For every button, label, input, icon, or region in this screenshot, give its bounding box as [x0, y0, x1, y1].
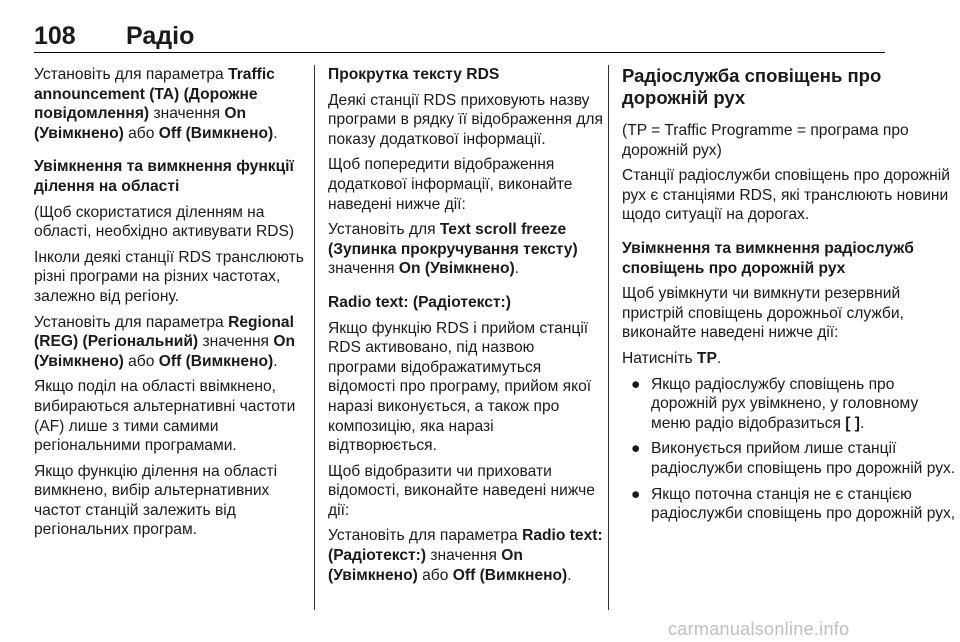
regional-on-paragraph: Якщо поділ на області ввімкнено, вибираються альтернативні частоти (AF) лише з тими самими регіональними програмами. [34, 378, 296, 455]
ta-paragraph: Установіть для параметра Traffic announcement (TA) (Дорожне повідомлення) значення On (Увімкнено) або Off (Вимкнено). [34, 66, 278, 142]
column-middle [328, 65, 606, 591]
scroll-freeze-paragraph: Установіть для Text scroll freeze (Зупинка прокручування тексту) значення On (Увімкнено). [328, 221, 578, 278]
regional-setting-name: Regional (REG) (Регіональний) [34, 313, 294, 351]
regional-setting-paragraph: Установіть для параметра Regional (REG) (Регіональний) значення On (Увімкнено) або Off (Вимкнено). [34, 313, 295, 370]
column-left [34, 65, 312, 546]
radio-text-intro: Якщо функцію RDS і прийом станції RDS активовано, під назвою програми відображатимуться відомості про програму, прийом якої наразі виконується, а також про композицію, яка наразі відтворюється. [328, 319, 592, 455]
tp-bullet-list [622, 375, 956, 524]
tp-toggle-heading: Увімкнення та вимкнення радіослужб сповіщень про дорожній рух [622, 239, 914, 277]
off-value: Off (Вимкнено) [158, 124, 274, 142]
regional-off-paragraph: Якщо функцію ділення на області вимкнено, вибір альтернативних частот станцій залежить від регіональних програм. [34, 462, 278, 539]
bullet-icon: ● [631, 485, 641, 503]
page-header [34, 22, 884, 52]
column-divider-1 [314, 65, 315, 610]
radio-text-instruction: Щоб відобразити чи приховати відомості, виконайте наведені нижче дії: [328, 462, 595, 519]
bullet-icon: ● [631, 375, 641, 393]
tp-indicator: [ ] [845, 414, 860, 432]
on-value: On (Увімкнено) [34, 333, 295, 370]
off-value: Off (Вимкнено) [452, 566, 568, 584]
regionalization-note: (Щоб скористатися діленням на області, необхідно активувати RDS) [34, 203, 295, 241]
page-title: Радіо [126, 22, 195, 50]
on-value: On (Увімкнено) [34, 105, 247, 142]
traffic-service-heading: Радіослужба сповіщень про дорожній рух [622, 65, 882, 108]
rds-scroll-intro: Деякі станції RDS приховують назву програми в рядку її відображення для показу додаткової інформації. [328, 91, 603, 148]
header-rule [34, 52, 885, 53]
list-item: ● Якщо радіослужбу сповіщень про дорожній рух увімкнено, у головному меню радіо відобразиться [ ]. [631, 375, 919, 432]
tp-definition: (TP = Traffic Programme = програма про дорожній рух) [622, 122, 909, 159]
press-tp-paragraph: Натисніть TP. [622, 349, 722, 367]
scroll-freeze-setting-name: Text scroll freeze (Зупинка прокручування тексту) [328, 221, 578, 258]
radio-text-setting-paragraph: Установіть для параметра Radio text: (Радіотекст:) значення On (Увімкнено) або Off (Вимкнено). [328, 527, 603, 584]
ta-setting-name: Traffic announcement (TA) (Дорожне повідомлення) [34, 66, 275, 123]
regionalization-heading: Увімкнення та вимкнення функції ділення на області [34, 158, 294, 195]
list-item: ● Якщо поточна станція не є станцією радіослужби сповіщень про дорожній рух, [631, 485, 956, 523]
on-value: On (Увімкнено) [398, 260, 515, 278]
list-item: ● Виконується прийом лише станції радіослужби сповіщень про дорожній рух. [631, 440, 956, 477]
column-right [622, 65, 956, 530]
tp-toggle-instruction: Щоб увімкнути чи вимкнути резервний пристрій сповіщень дорожньої служби, виконайте наведені нижче дії: [622, 285, 904, 342]
radio-text-heading: Radio text: (Радіотекст:) [328, 293, 511, 311]
column-divider-2 [608, 65, 609, 610]
watermark: carmanualsonline.info [668, 619, 850, 639]
regionalization-intro: Інколи деякі станції RDS транслюють різні програми на різних частотах, залежно від регіону. [34, 248, 304, 305]
rds-scroll-instruction: Щоб попередити відображення додаткової інформації, виконайте наведені нижче дії: [328, 156, 573, 213]
bullet-icon: ● [631, 440, 641, 458]
tp-button-label: TP [696, 349, 717, 367]
off-value: Off (Вимкнено) [158, 352, 274, 370]
page-number: 108 [34, 22, 76, 50]
radio-text-setting-name: Radio text: (Радіотекст:) [328, 527, 603, 565]
on-value: On (Увімкнено) [328, 547, 523, 584]
rds-scroll-heading: Прокрутка тексту RDS [328, 66, 500, 83]
tp-description: Станції радіослужби сповіщень про дорожній рух є станціями RDS, які транслюють новини щодо ситуації на дорогах. [622, 167, 950, 224]
